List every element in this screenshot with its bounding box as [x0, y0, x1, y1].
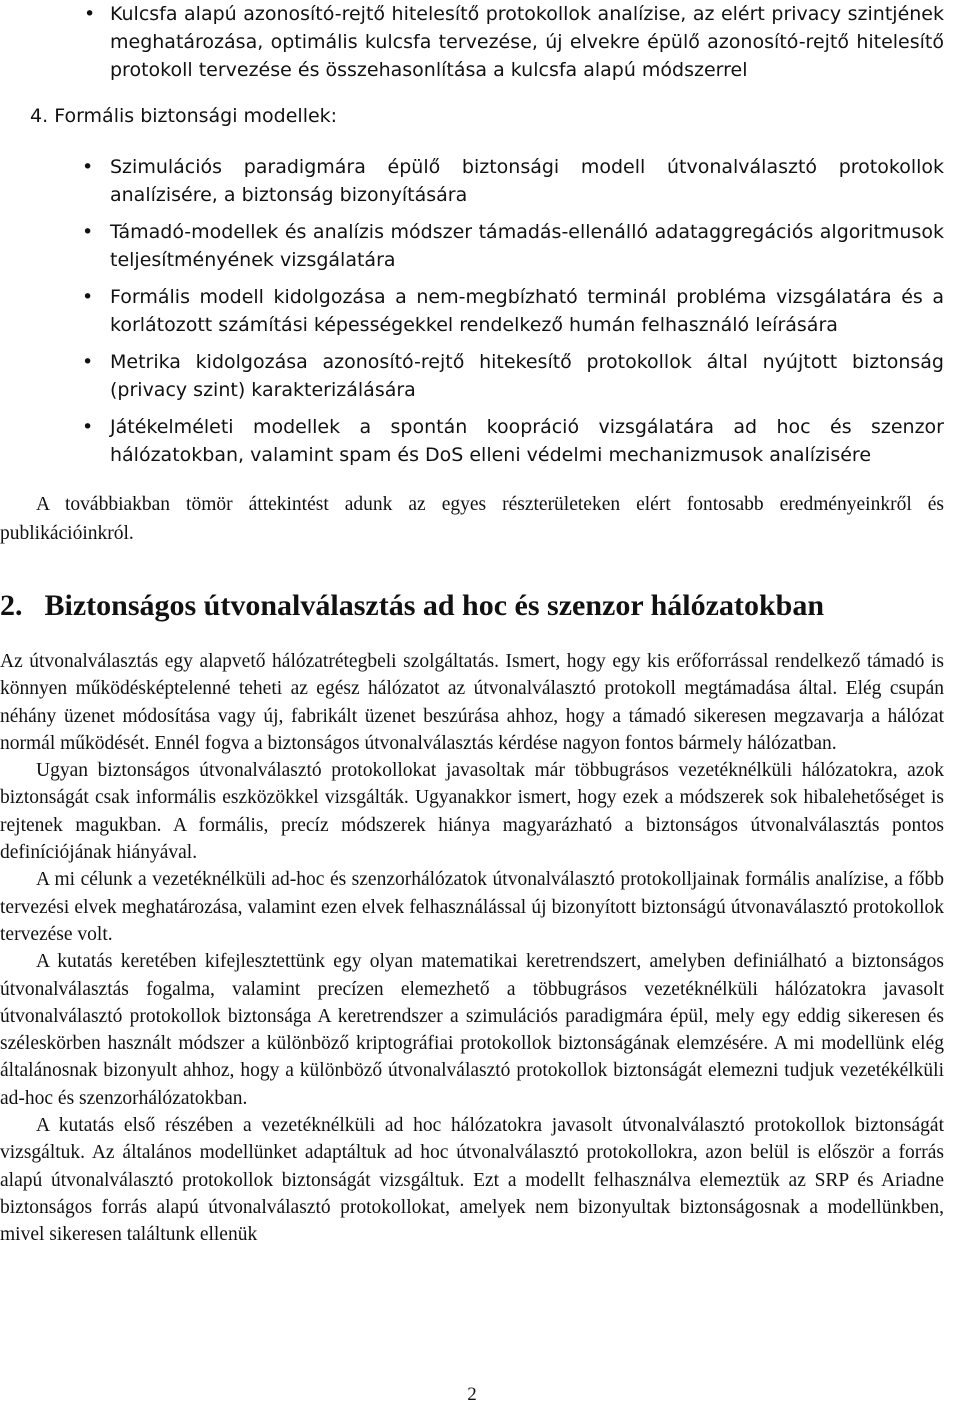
list-item: [82, 153, 944, 209]
section-number: 2.: [0, 589, 23, 622]
item-label: Formális biztonsági modellek:: [54, 105, 338, 127]
paragraph: Ugyan biztonságos útvonalválasztó protokollokat javasoltak már többugrásos vezetéknélküli hálózatokra, azok biztonságát csak informális eszközökkel vizsgálták. Ugyanakkor ismert, hogy ezek a módszerek sok hibalehetőséget is rejtenek magukban. A formális, precíz módszerek hiánya magyarázható a biztonságos útvonalválasztás pontos definíciójának hiányával.: [0, 760, 944, 864]
bullet-icon: •: [82, 416, 94, 438]
list-item: [82, 348, 944, 404]
paragraph: A kutatás keretében kifejlesztettünk egy olyan matematikai keretrendszert, amelyben definiálható a biztonságos útvonalválasztás fogalma, valamint precízen elemezhető a többugrásos vezetéknélküli hálózatokra javasolt útvonalválasztó protokollok biztonsága A keretrendszer a szimulációs paradigmára épül, mely egy eddig sikeresen és széleskörben használt módszer a különböző kriptográfiai protokollok biztonságának elemzésére. A mi modellünk elég általánosnak bizonyult ahhoz, hogy a különböző útvonalválasztó protokollok biztonságát elemezni tudjuk vezetékélküli ad-hoc és szenzorhálózatokban.: [0, 951, 944, 1109]
list-item-text: Formális modell kidolgozása a nem-megbízható terminál probléma vizsgálatára és a korlátozott számítási képességekkel rendelkező humán felhasználó leírására: [110, 286, 944, 336]
item-number: 4.: [30, 105, 49, 127]
list-item-text: Támadó-modellek és analízis módszer támadás-ellenálló adataggregációs algoritmusok teljesítményének vizsgálatára: [110, 221, 944, 271]
section-heading: [0, 586, 824, 626]
section-title: Biztonságos útvonalválasztás ad hoc és szenzor hálózatokban: [44, 589, 825, 622]
list-item-text: Játékelméleti modellek a spontán koopráció vizsgálatára ad hoc és szenzor hálózatokban, valamint spam és DoS elleni védelmi mechanizmusok analízisére: [110, 416, 944, 466]
list-item: [82, 413, 944, 469]
continued-bullet-item: [84, 0, 944, 84]
sub-bullet-list: [82, 153, 944, 478]
list-item: [82, 283, 944, 339]
paragraph: Az útvonalválasztás egy alapvető hálózatrétegbeli szolgáltatás. Ismert, hogy egy kis erőforrással rendelkező támadó is könnyen működésképtelenné teheti az egész hálózatot az útvonalválasztó protokoll megtámadása által. Elég csupán néhány üzenet módosítása vagy új, fabrikált üzenet beszúrása ahhoz, hogy a támadó sikeresen megzavarja a hálózat normál működését. Ennél fogva a biztonságos útvonalválasztás kérdése nagyon fontos bármely hálózatban.: [0, 651, 944, 754]
summary-paragraph: A továbbiakban tömör áttekintést adunk az egyes részterületeken elért fontosabb eredményeinkről és publikációinkról.: [0, 494, 944, 544]
list-item: [82, 218, 944, 274]
bullet-icon: •: [82, 156, 94, 178]
section-body: [0, 648, 944, 1249]
list-item-text: Szimulációs paradigmára épülő biztonsági modell útvonalválasztó protokollok analízisére, a biztonság bizonyítására: [110, 156, 944, 206]
bullet-icon: •: [82, 221, 94, 243]
paragraph: A kutatás első részében a vezetéknélküli ad hoc hálózatokra javasolt útvonalválasztó protokollok biztonságát vizsgáltuk. Az általános modellünket adaptáltuk ad hoc útvonalválasztó protokollokra, azon belül is először a forrás alapú útvonalválasztó protokollok biztonságát vizsgáltuk. Ezt a modellt felhasználva elemeztük az SRP és Ariadne biztonságos forrás alapú útvonalválasztó protokollokat, amelyek nem bizonyultak biztonságosnak a modellünkben, mivel sikeresen találtunk ellenük: [0, 1115, 944, 1246]
page-number: 2: [467, 1384, 477, 1405]
list-item-text: Metrika kidolgozása azonosító-rejtő hitekesítő protokollok által nyújtott biztonság (privacy szint) karakterizálására: [110, 351, 944, 401]
paragraph: A mi célunk a vezetéknélküli ad-hoc és szenzorhálózatok útvonalválasztó protokolljainak formális analízise, a főbb tervezési elvek meghatározása, valamint ezen elvek felhasználással új bizonyított biztonságú útvonaválasztó protokollok tervezése volt.: [0, 869, 944, 945]
bullet-icon: •: [82, 351, 94, 373]
numbered-item: [30, 102, 337, 130]
bullet-icon: •: [84, 3, 96, 25]
bullet-text: Kulcsfa alapú azonosító-rejtő hitelesítő protokollok analízise, az elért privacy szintjének meghatározása, optimális kulcsfa tervezése, új elvekre épülő azonosító-rejtő hitelesítő protokoll tervezése és összehasonlítása a kulcsfa alapú módszerrel: [110, 3, 944, 81]
bullet-icon: •: [82, 286, 94, 308]
